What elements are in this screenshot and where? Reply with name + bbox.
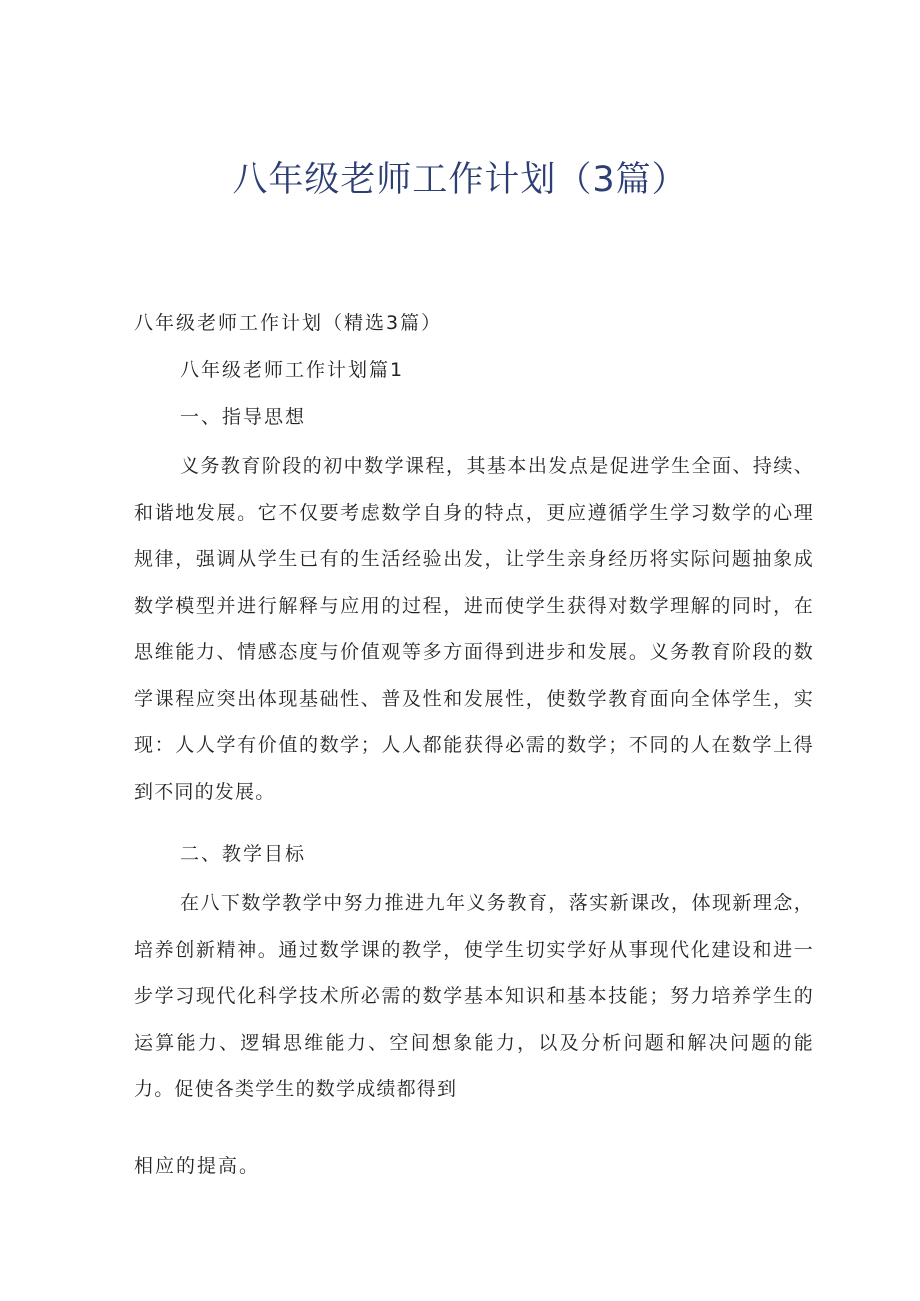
document-subtitle: 八年级老师工作计划（精选3篇） [134, 312, 443, 334]
paragraph-continuation: 相应的提高。 [134, 1155, 261, 1177]
section-title: 八年级老师工作计划篇1 [180, 359, 405, 381]
paragraph-teaching-goals: 在八下数学教学中努力推进九年义务教育，落实新课改，体现新理念，培养创新精神。通过数学课的教学，使学生切实学好从事现代化建设和进一步学习现代化科学技术所必需的数学基本知识和基本技能；努力培养学生的运算能力、逻辑思维能力、空间想象能力，以及分析问题和解决问题的能力。促使各类学生的数学成绩都得到 [134, 892, 814, 1100]
heading-teaching-goals: 二、教学目标 [180, 843, 307, 865]
paragraph-guiding-ideology: 义务教育阶段的初中数学课程，其基本出发点是促进学生全面、持续、和谐地发展。它不仅要考虑数学自身的特点，更应遵循学生学习数学的心理规律，强调从学生已有的生活经验出发，让学生亲身经历将实际问题抽象成数学模型并进行解释与应用的过程，进而使学生获得对数学理解的同时，在思维能力、情感态度与价值观等多方面得到进步和发展。义务教育阶段的数学课程应突出体现基础性、普及性和发展性，使数学教育面向全体学生，实现：人人学有价值的数学；人人都能获得必需的数学；不同的人在数学上得到不同的发展。 [134, 455, 814, 803]
heading-guiding-ideology: 一、指导思想 [180, 406, 307, 428]
document-title: 八年级老师工作计划（3篇） [232, 160, 688, 200]
